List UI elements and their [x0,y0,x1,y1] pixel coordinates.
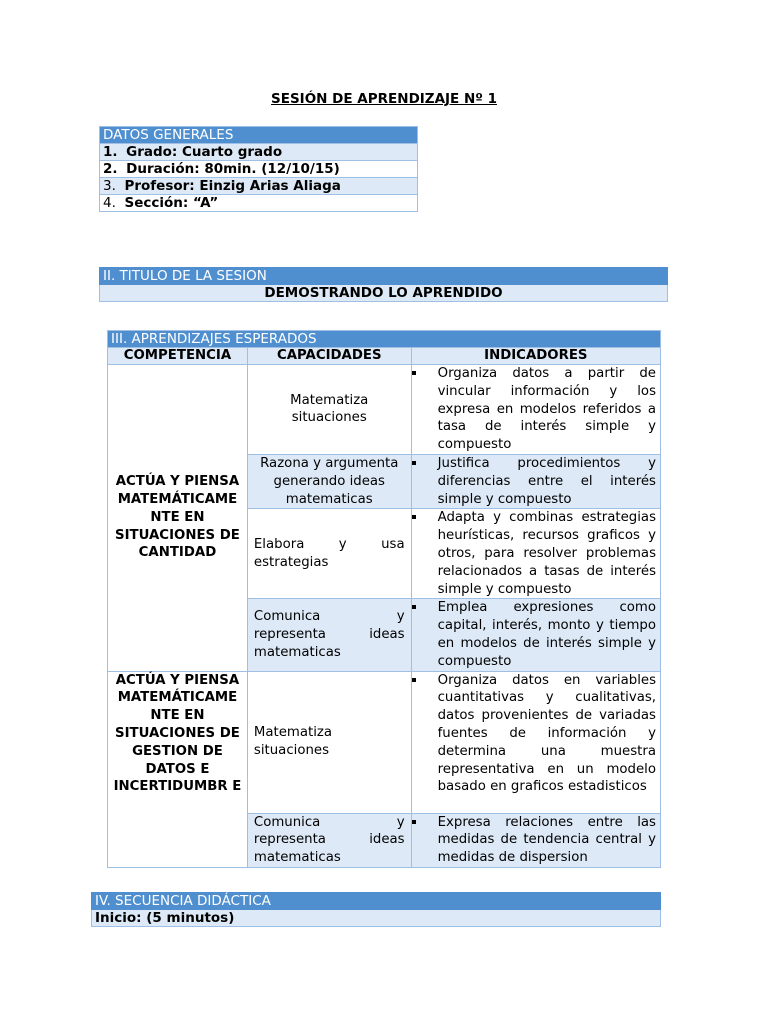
secuencia-header: IV. SECUENCIA DIDÁCTICA [92,893,661,910]
aprendizajes-header: III. APRENDIZAJES ESPERADOS [108,331,661,348]
secuencia-inicio: Inicio: (5 minutos) [92,910,661,927]
bullet-icon [412,605,416,609]
bullet-icon [412,371,416,375]
indicador-text: Emplea expresiones como capital, interés, monto y tiempo en modelos de interés simple y compuesto [437,600,656,669]
item-number: 3. [103,178,116,194]
indicador-cell [411,365,660,455]
aprendizajes-table [107,330,661,868]
datos-generales-header: DATOS GENERALES [100,127,418,144]
bullet-icon [412,678,416,682]
item-text: Sección: “A” [124,195,219,211]
bullet-icon [412,820,416,824]
item-text: Profesor: Einzig Arias Aliaga [124,178,341,194]
indicador-text: Adapta y combinas estrategias heurísticas, recursos graficos y otros, para resolver problemas relacionados a tasas de interés simple y compuesto [437,510,656,597]
capacidad-cell: Razona y argumenta generando ideas matematicas [247,454,411,508]
column-header-indicadores: INDICADORES [411,348,660,365]
capacidad-cell: Matematiza situaciones [247,671,411,813]
competencia-cantidad: ACTÚA Y PIENSA MATEMÁTICAME NTE EN SITUACIONES DE CANTIDAD [108,365,248,672]
indicador-cell [411,671,660,813]
titulo-sesion-header: II. TITULO DE LA SESION [100,268,668,285]
capacidad-cell: Comunica y representa ideas matematicas [247,599,411,671]
secuencia-table [91,892,661,927]
competencia-gestion-datos: ACTÚA Y PIENSA MATEMÁTICAME NTE EN SITUACIONES DE GESTION DE DATOS E INCERTIDUMBR E [108,671,248,867]
capacidad-cell: Comunica y representa ideas matematicas [247,813,411,867]
titulo-sesion-value: DEMOSTRANDO LO APRENDIDO [100,285,668,302]
datos-item [100,178,418,195]
item-text: Duración: 80min. (12/10/15) [126,161,340,177]
indicador-cell [411,599,660,671]
column-header-competencia: COMPETENCIA [108,348,248,365]
datos-generales-table [99,126,418,212]
datos-item [100,144,418,161]
bullet-icon [412,461,416,465]
bullet-icon [412,515,416,519]
indicador-text: Expresa relaciones entre las medidas de tendencia central y medidas de dispersion [437,814,656,866]
capacidad-cell: Matematiza situaciones [247,365,411,455]
titulo-sesion-table [99,267,668,302]
column-header-capacidades: CAPACIDADES [247,348,411,365]
item-text: Grado: Cuarto grado [126,144,283,160]
item-number: 4. [103,195,116,211]
item-number: 2. [103,161,118,177]
indicador-text: Justifica procedimientos y diferencias entre el interés simple y compuesto [437,455,656,507]
datos-item [100,195,418,212]
indicador-cell [411,509,660,599]
capacidad-cell: Elabora y usa estrategias [247,509,411,599]
datos-item [100,161,418,178]
indicador-text: Organiza datos a partir de vincular información y los expresa en modelos referidos a tasa de interés simple y compuesto [437,366,656,453]
session-title: SESIÓN DE APRENDIZAJE Nº 1 [271,91,497,107]
indicador-text: Organiza datos en variables cuantitativas y cualitativas, datos provenientes de variadas fuentes de información y determina una muestra representativa en un modelo basado en graficos estadisticos [437,672,656,795]
indicador-cell [411,813,660,867]
indicador-cell [411,454,660,508]
item-number: 1. [103,144,118,160]
